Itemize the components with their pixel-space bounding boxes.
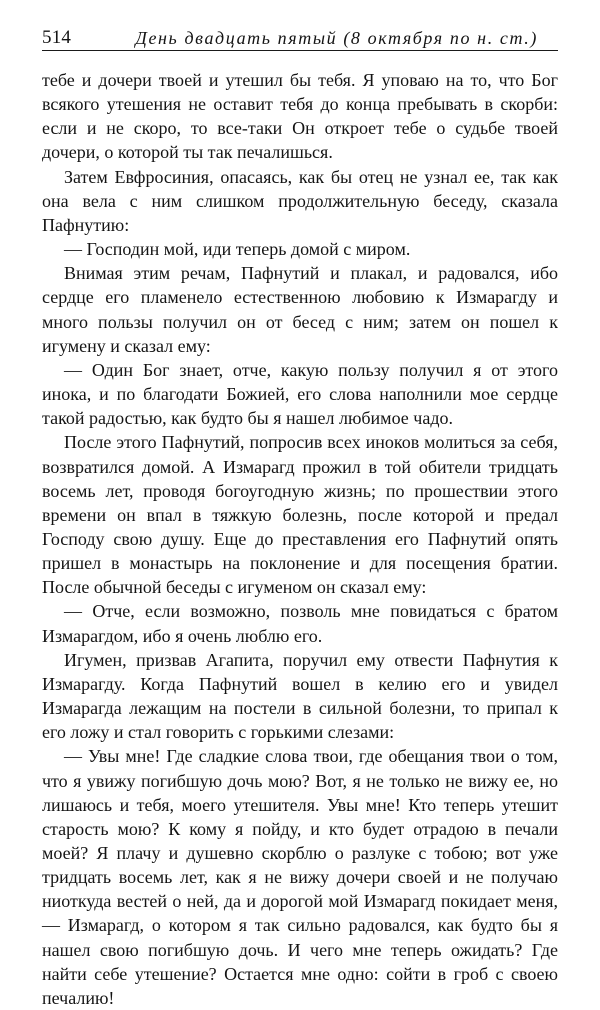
running-head: День двадцать пятый (8 октября по н. ст.) <box>135 28 538 48</box>
paragraph: — Господин мой, иди теперь домой с миром. <box>64 239 411 260</box>
paragraph: После этого Пафнутий, попросив всех иноков молиться за себя, возвратился домой. А Измарагд прожил в той обители тридцать восемь лет, проводя богоугодную жизнь; по прошествии этого времени он впал в тяжкую болезнь, после которой и предал Господу свою душу. Еще до преставления его Пафнутий опять пришел в монастырь на поклонение и для посещения братии. После обычной беседы с игуменом он сказал ему: <box>42 432 558 598</box>
paragraph: — Один Бог знает, отче, какую пользу получил я от этого инока, и по благодати Божией, его слова наполнили мое сердце такой радостью, как будто бы я нашел любимое чадо. <box>42 359 558 429</box>
paragraph: Внимая этим речам, Пафнутий и плакал, и радовался, ибо сердце его пламенело естественною любовию к Измарагду и много пользы получил он от бесед с ним; затем он пошел к игумену и сказал ему: <box>42 263 558 356</box>
paragraph: тебе и дочери твоей и утешил бы тебя. Я уповаю на то, что Бог всякого утешения не оставит тебя до конца пребывать в скорби: если и не скоро, то все-таки Он откроет тебе о судьбе твоей дочери, о которой ты так печалишься. <box>42 70 558 163</box>
paragraph: — Отче, если возможно, позволь мне повидаться с братом Измарагдом, ибо я очень люблю его. <box>42 601 558 646</box>
body-text <box>42 68 558 1010</box>
page-header <box>42 26 558 51</box>
paragraph: Игумен, призвав Агапита, поручил ему отвести Пафнутия к Измарагду. Когда Пафнутий вошел в келию его и увидел Измарагда лежащим на постели в сильной болезни, то припал к его ложу и стал говорить с горькими слезами: <box>42 649 558 743</box>
paragraph: Затем Евфросиния, опасаясь, как бы отец не узнал ее, так как она вела с ним слишком продолжительную беседу, сказала Пафнутию: <box>42 166 558 235</box>
page-number: 514 <box>42 27 72 48</box>
paragraph: — Увы мне! Где сладкие слова твои, где обещания твои о том, что я увижу погибшую дочь мою? Вот, я не только не вижу ее, но лишаюсь и тебя, моего утешителя. Увы мне! Кто теперь утешит старость мою? К кому я пойду, и кто будет отрадою в печали моей? Я плачу и душевно скорблю о разлуке с тобою; вот уже тридцать восемь лет, как я не вижу дочери своей и не получаю ниоткуда вестей о ней, да и дорогой мой Измарагд покидает меня, — Измарагд, о котором я так сильно радовался, как будто бы я нашел свою погибшую дочь. И чего мне теперь ожидать? Где найти себе утешение? Остается мне одно: сойти в гроб с своею печалию! <box>42 746 558 1008</box>
